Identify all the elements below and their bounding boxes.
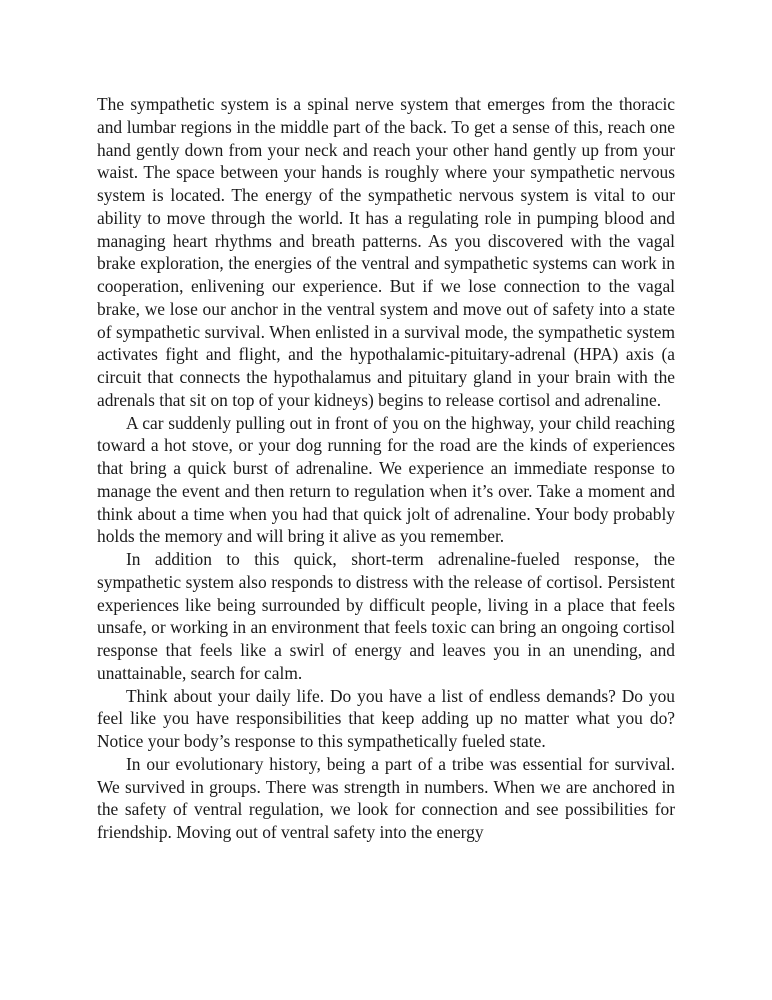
paragraph-1: The sympathetic system is a spinal nerve system that emerges from the thoracic and lumbar regions in the middle part of the back. To get a sense of this, reach one hand gently down from your neck and reach your other hand gently up from your waist. The space between your hands is roughly where your sympathetic nervous system is located. The energy of the sympathetic nervous system is vital to our ability to move through the world. It has a regulating role in pumping blood and managing heart rhythms and breath patterns. As you discovered with the vagal brake exploration, the energies of the ventral and sympathetic systems can work in cooperation, enlivening our experience. But if we lose connection to the vagal brake, we lose our anchor in the ventral system and move out of safety into a state of sympathetic survival. When enlisted in a survival mode, the sympathetic system activates fight and flight, and the hypothalamic-pituitary-adrenal (HPA) axis (a circuit that connects the hypothalamus and pituitary gland in your brain with the adrenals that sit on top of your kidneys) begins to release cortisol and adrenaline.: [97, 94, 675, 410]
paragraph-2: A car suddenly pulling out in front of you on the highway, your child reaching toward a hot stove, or your dog running for the road are the kinds of experiences that bring a quick burst of adrenaline. We experience an immediate response to manage the event and then return to regulation when it’s over. Take a moment and think about a time when you had that quick jolt of adrenaline. Your body probably holds the memory and will bring it alive as you remember.: [97, 412, 675, 547]
paragraph-3: In addition to this quick, short-term adrenaline-fueled response, the sympathetic system also responds to distress with the release of cortisol. Persistent experiences like being surrounded by difficult people, living in a place that feels unsafe, or working in an environment that feels toxic can bring an ongoing cortisol response that feels like a swirl of energy and leaves you in an unending, and unattainable, search for calm.: [97, 549, 675, 683]
page-body: [97, 93, 675, 844]
paragraph-5: In our evolutionary history, being a part of a tribe was essential for survival. We survived in groups. There was strength in numbers. When we are anchored in the safety of ventral regulation, we look for connection and see possibilities for friendship. Moving out of ventral safety into the energy: [97, 753, 675, 842]
paragraph-4: Think about your daily life. Do you have a list of endless demands? Do you feel like you have responsibilities that keep adding up no matter what you do? Notice your body’s response to this sympathetically fueled state.: [97, 685, 675, 751]
